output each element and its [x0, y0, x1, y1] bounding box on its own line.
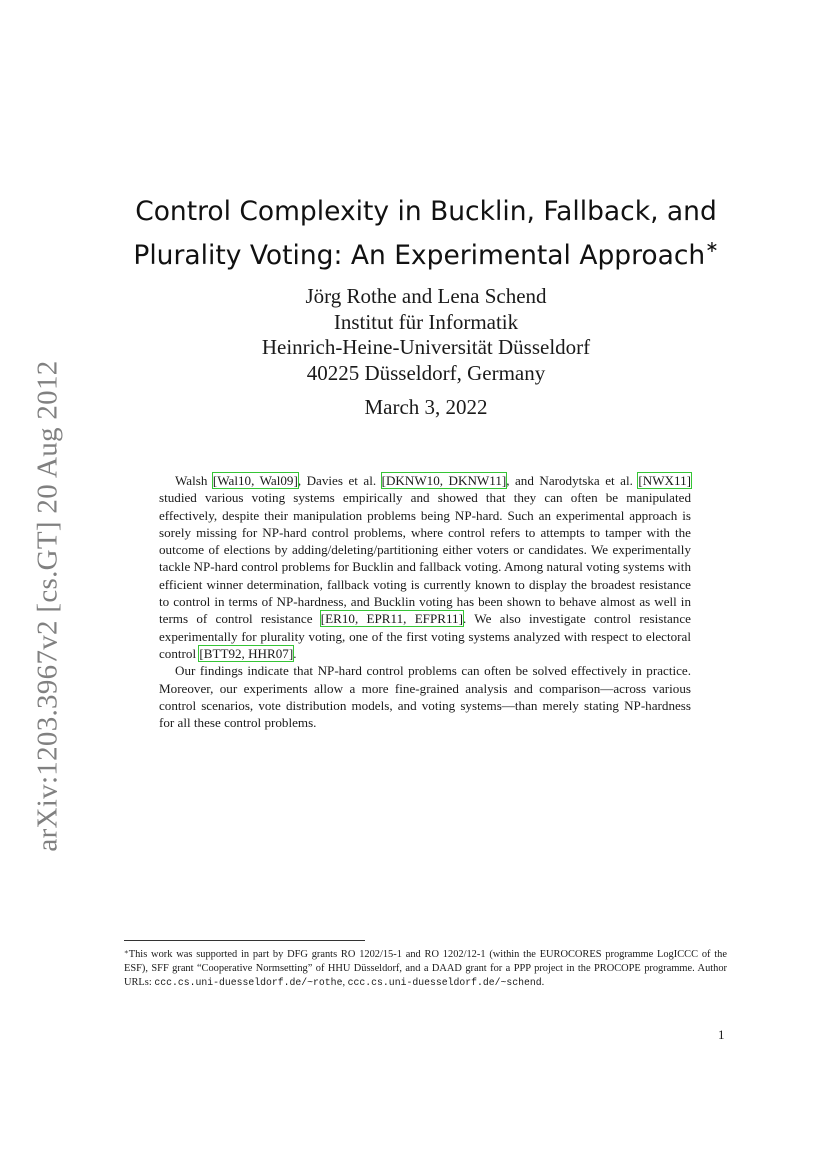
citation-link[interactable]: [BTT92, HHR07] — [199, 645, 294, 661]
footnote-divider — [124, 940, 365, 941]
author-url-schend[interactable]: ccc.cs.uni-duesseldorf.de/~schend — [347, 977, 542, 988]
paper-title — [0, 194, 828, 274]
abstract — [159, 472, 691, 731]
abstract-text: studied various voting systems empirically and showed that they can often be manipulated effectively, despite their manipulation problems being NP-hard. Such an experimental approach is sorely missing for NP-hard control problems, where control refers to attempts to tamper with the outcome of elections by adding/deleting/partitioning either voters or candidates. We experimentally tackle NP-hard control problems for Bucklin and fallback voting. Among natural voting systems with efficient winner determination, fallback voting is currently known to display the broadest resistance to control in terms of NP-hardness, and Bucklin voting has been shown to behave almost as well in terms of control resistance — [159, 490, 691, 627]
abstract-paragraph-2: Our findings indicate that NP-hard control problems can often be solved effectively in practice. Moreover, our experiments allow a more fine-grained analysis and comparison—across various control scenarios, vote distribution models, and voting systems—than merely stating NP-hardness for all these control problems. — [159, 663, 691, 731]
author-block — [0, 284, 828, 386]
abstract-text: , and Narodytska et al. — [506, 473, 639, 488]
footnote-mark: ∗ — [124, 948, 129, 956]
footnote-text: This work was supported in part by DFG grants RO 1202/15-1 and RO 1202/12-1 (within the EUROCORES programme LogICCC of the ESF), SFF grant “Cooperative Normsetting” of HHU Düsseldorf, and a DAAD grant for a PPP project in the PROCOPE programme. Author URLs: — [124, 949, 727, 988]
author-names: Jörg Rothe and Lena Schend — [305, 284, 547, 308]
citation-link[interactable]: [NWX11] — [638, 473, 691, 488]
title-line-2 — [0, 230, 828, 274]
citation-link[interactable]: [Wal10, Wal09] — [212, 473, 298, 488]
abstract-text: . We also investigate control resistance experimentally for plurality voting, one of the first voting systems analyzed with respect to electoral control — [159, 611, 691, 661]
arxiv-identifier-stamp: arXiv:1203.3967v2 [cs.GT] 20 Aug 2012 — [31, 360, 64, 852]
title-line-2-text: Plurality Voting: An Experimental Approach — [133, 240, 706, 271]
author-university: Heinrich-Heine-Universität Düsseldorf — [261, 335, 591, 359]
citation-link[interactable]: [ER10, EPR11, EFPR11] — [320, 611, 463, 627]
footnote-separator: , — [342, 977, 348, 988]
paper-date: March 3, 2022 — [364, 395, 488, 419]
author-address: 40225 Düsseldorf, Germany — [306, 360, 546, 385]
footnote-end: . — [541, 977, 545, 988]
abstract-text: . — [293, 645, 297, 661]
title-line-1: Control Complexity in Bucklin, Fallback, and — [135, 196, 717, 227]
abstract-text: Walsh — [175, 473, 213, 488]
author-institute: Institut für Informatik — [333, 309, 519, 334]
abstract-paragraph-1 — [159, 472, 691, 662]
abstract-text: , Davies et al. — [297, 473, 382, 488]
footnote — [124, 945, 727, 990]
title-footnote-mark[interactable]: ∗ — [705, 239, 719, 256]
page-number: 1 — [718, 1027, 725, 1042]
author-url-rothe[interactable]: ccc.cs.uni-duesseldorf.de/~rothe — [154, 977, 343, 988]
citation-link[interactable]: [DKNW10, DKNW11] — [381, 473, 507, 488]
